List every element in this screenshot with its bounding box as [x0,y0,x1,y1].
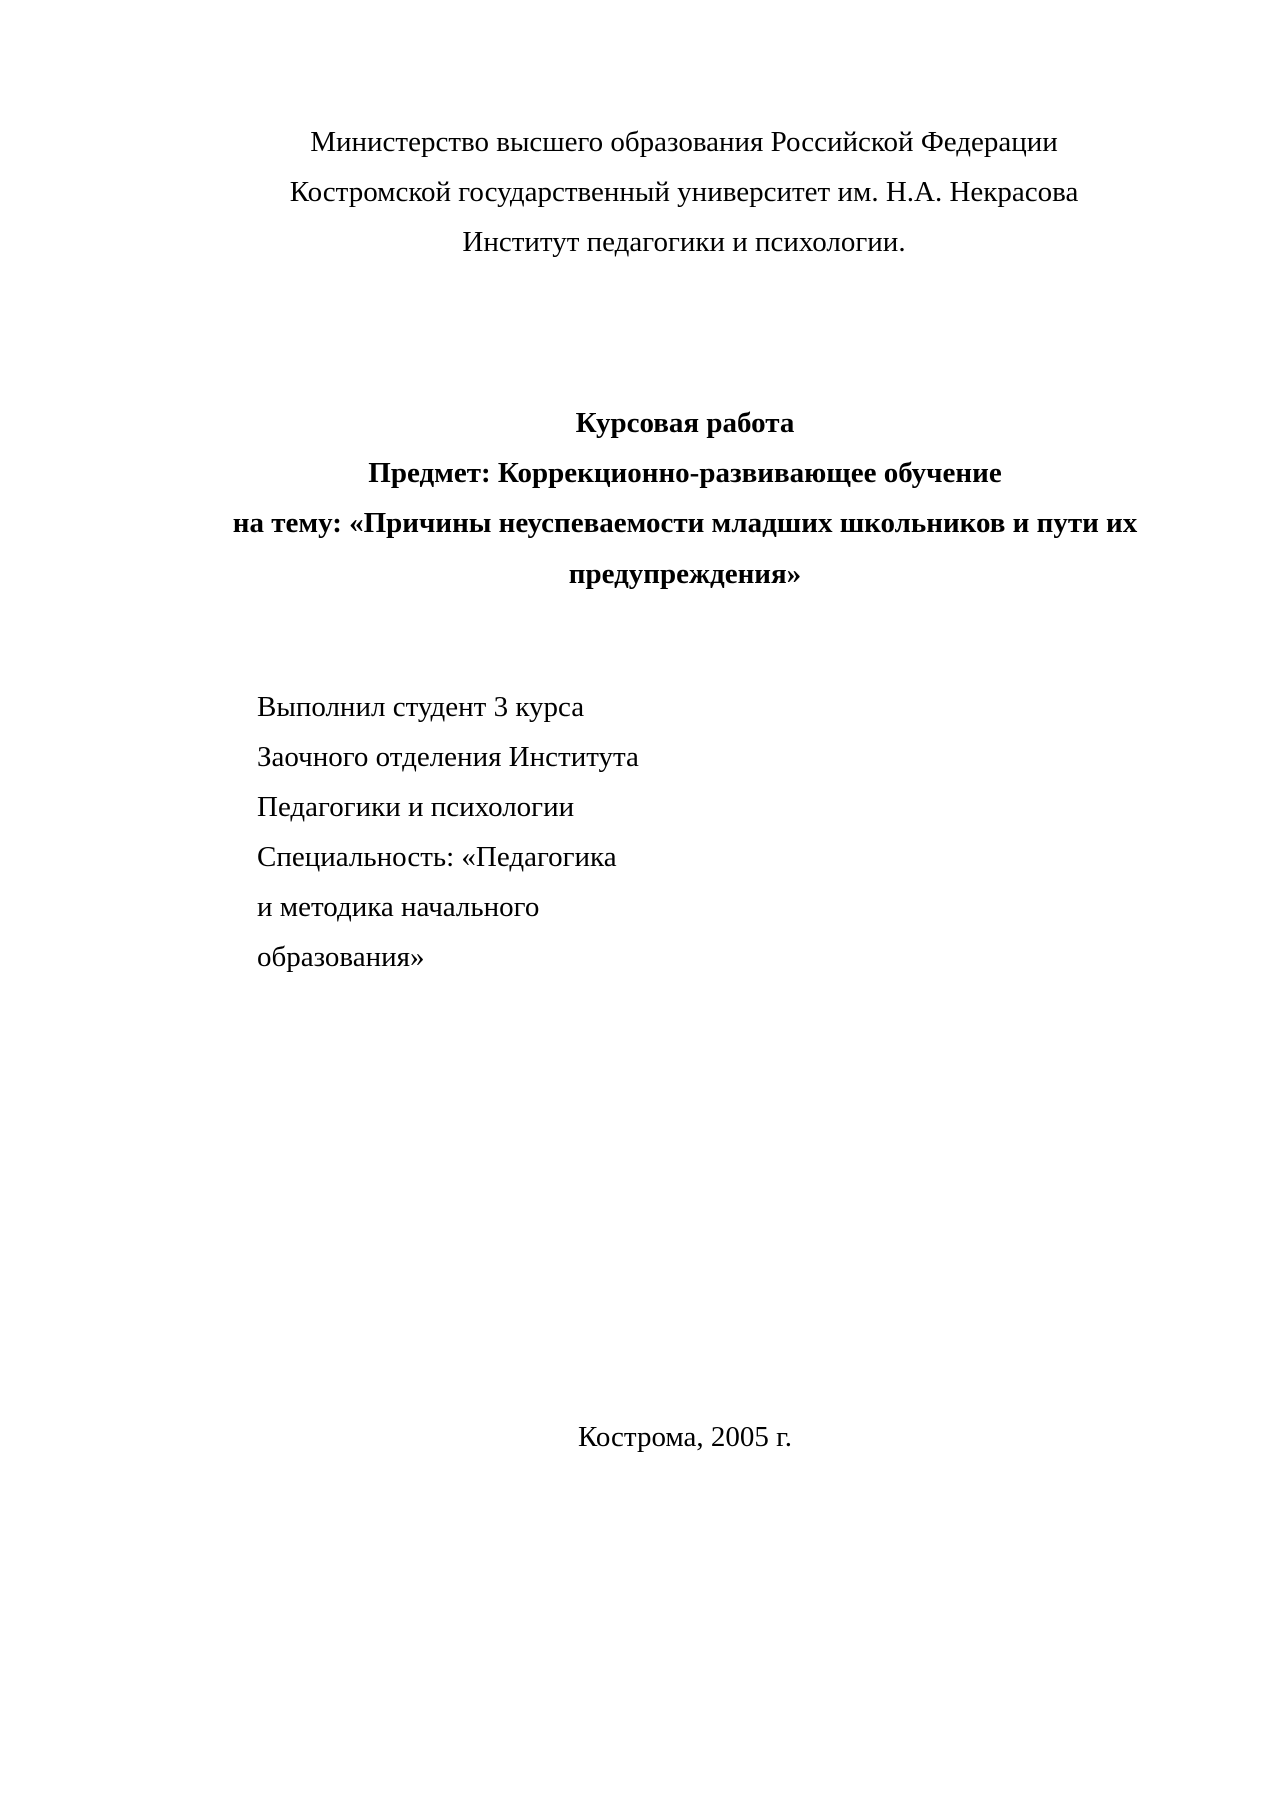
author-line-4: Специальность: «Педагогика [257,841,617,873]
university-line: Костромской государственный университет им. Н.А. Некрасова [289,176,1079,208]
author-info [257,682,639,982]
subject-line: Предмет: Коррекционно-развивающее обучение [368,457,1002,489]
ministry-line: Министерство высшего образования Российской Федерации [310,126,1058,158]
author-line-2: Заочного отделения Института [257,741,639,773]
place-and-year: Кострома, 2005 г. [577,1421,793,1453]
institute-line: Институт педагогики и психологии. [462,226,906,258]
author-line-3: Педагогики и психологии [257,791,575,823]
topic-line: на тему: «Причины неуспеваемости младших школьников и пути их [232,507,1138,539]
topic-line-continuation: предупреждения» [568,558,802,590]
author-line-5: и методика начального [257,891,540,923]
work-title-block [0,398,1280,600]
work-type: Курсовая работа [575,407,795,439]
author-line-1: Выполнил студент 3 курса [257,691,585,723]
institution-header [0,117,1280,267]
author-line-6: образования» [257,941,425,973]
